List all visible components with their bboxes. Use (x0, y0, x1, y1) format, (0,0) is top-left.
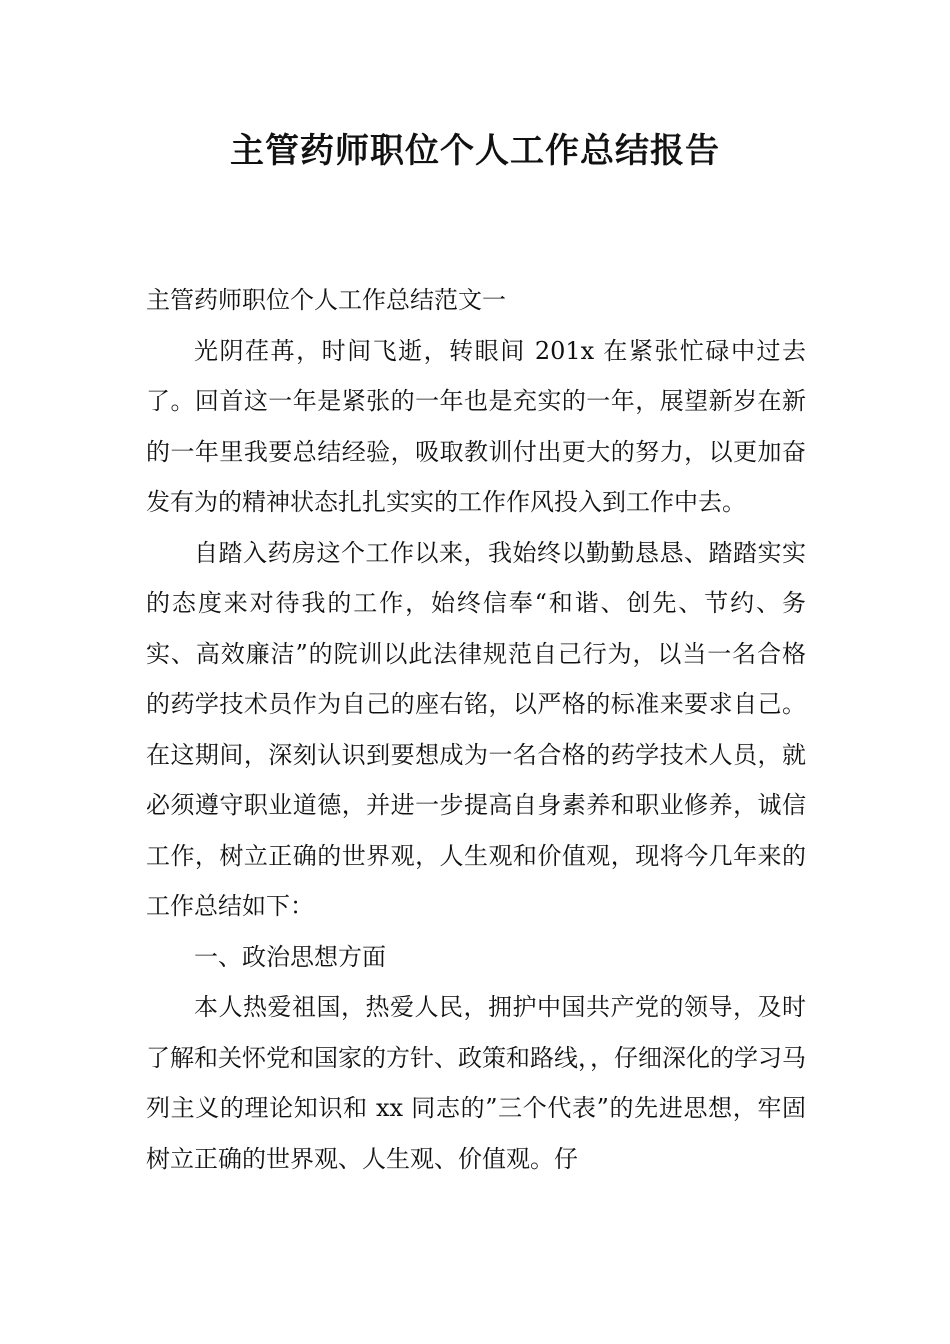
paragraph-intro: 光阴荏苒，时间飞逝，转眼间 201x 在紧张忙碌中过去了。回首这一年是紧张的一年也是充实的一年，展望新岁在新的一年里我要总结经验，吸取教训付出更大的努力，以更加奋发有为的精神状态扎扎实实的工作作风投入到工作中去。 (146, 336, 806, 516)
paragraph-work-attitude: 自踏入药房这个工作以来，我始终以勤勤恳恳、踏踏实实的态度来对待我的工作，始终信奉“和谐、创先、节约、务实、高效廉洁”的院训以此法律规范自己行为，以当一名合格的药学技术员作为自己的座右铭，以严格的标准来要求自己。在这期间，深刻认识到要想成为一名合格的药学技术人员，就必须遵守职业道德，并进一步提高自身素养和职业修养，诚信工作，树立正确的世界观，人生观和价值观，现将今几年来的工作总结如下： (146, 538, 806, 920)
section-heading-politics: 一、政治思想方面 (194, 942, 386, 971)
paragraph-politics: 本人热爱祖国，热爱人民，拥护中国共产党的领导，及时了解和关怀党和国家的方针、政策和路线，，仔细深化的学习马列主义的理论知识和 xx 同志的”三个代表”的先进思想，牢固树立正确的世界观、人生观、价值观。仔 (146, 993, 806, 1173)
document-body (146, 275, 806, 1184)
document-title: 主管药师职位个人工作总结报告 (230, 131, 720, 171)
document-subtitle: 主管药师职位个人工作总结范文一 (146, 286, 506, 314)
